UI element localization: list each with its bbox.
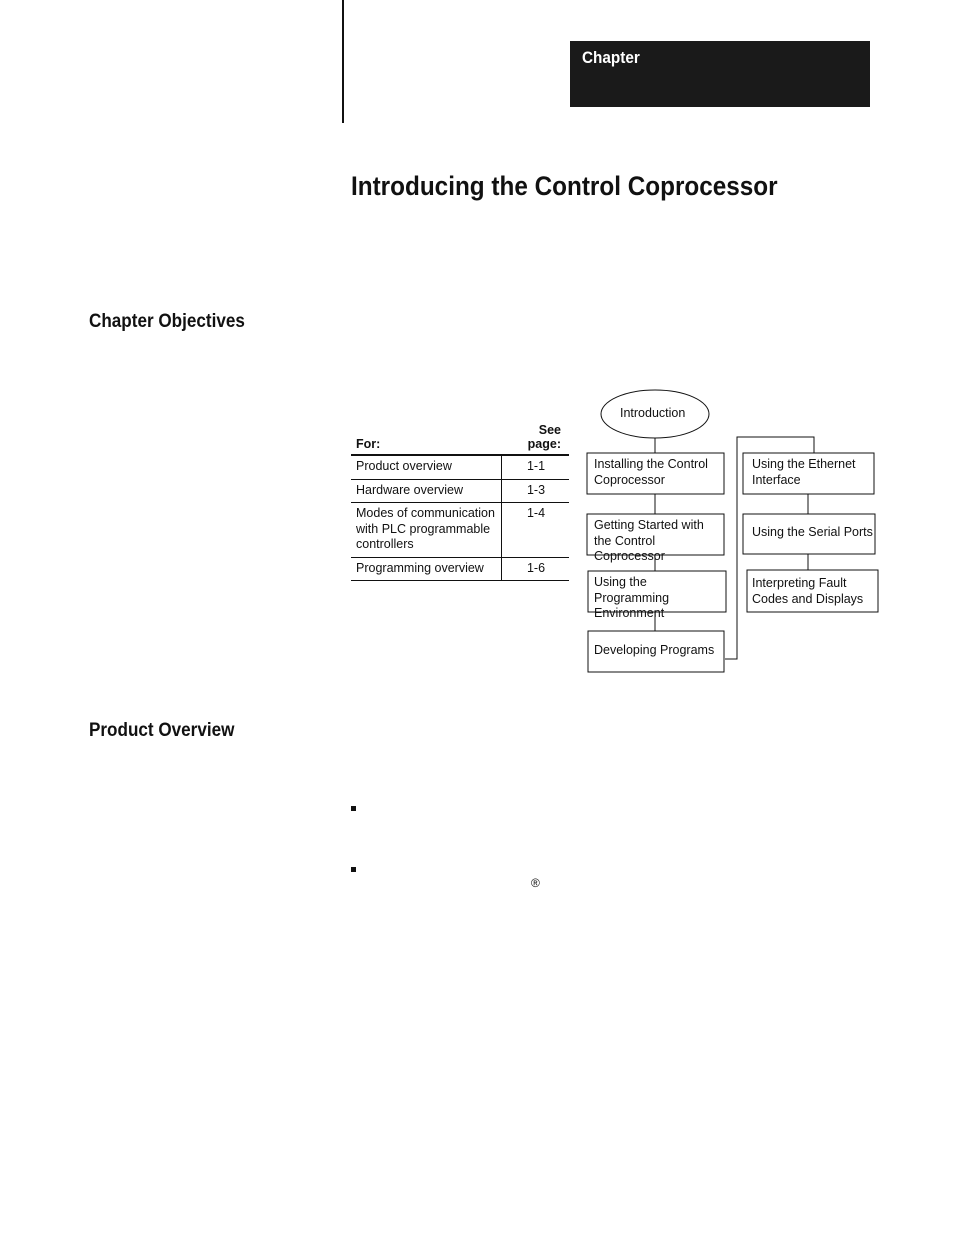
table-row (351, 557, 569, 581)
node-label-fault-codes: Interpreting Fault Codes and Displays (752, 576, 864, 606)
chapter-objectives-heading: Chapter Objectives (89, 311, 245, 332)
chapter-label: Chapter (582, 48, 640, 67)
column-header-see-page: See page: (502, 421, 570, 455)
registered-mark: ® (531, 876, 540, 890)
table-row (351, 503, 569, 558)
topic-cell: Programming overview (351, 557, 502, 581)
node-label-ethernet: Using the Ethernet Interface (752, 457, 856, 487)
bullet-marker (351, 806, 356, 811)
column-header-for: For: (351, 421, 502, 455)
node-label-serial-ports: Using the Serial Ports (752, 525, 873, 539)
product-overview-heading: Product Overview (89, 720, 235, 741)
node-label-programming-environment: Using the Programming Environment (594, 575, 670, 620)
margin-rule (342, 0, 344, 123)
page-cell: 1-6 (502, 557, 570, 581)
node-label-introduction: Introduction (620, 406, 686, 420)
node-label-developing-programs: Developing Programs (594, 643, 715, 657)
node-label-getting-started: Getting Started with the Control Coprocessor (594, 518, 704, 563)
topic-cell: Modes of communication with PLC programmable controllers (351, 503, 502, 558)
chapter-tab (570, 41, 870, 107)
page-cell: 1-1 (502, 455, 570, 479)
page-cell: 1-4 (502, 503, 570, 558)
table-header-row (351, 421, 569, 455)
page-title: Introducing the Control Coprocessor (351, 171, 778, 201)
table-row (351, 455, 569, 479)
bullet-marker (351, 867, 356, 872)
topic-cell: Hardware overview (351, 479, 502, 503)
page-cell: 1-3 (502, 479, 570, 503)
table-row (351, 479, 569, 503)
topic-cell: Product overview (351, 455, 502, 479)
objectives-table (351, 421, 569, 581)
node-label-installing: Installing the Control Coprocessor (594, 457, 708, 487)
